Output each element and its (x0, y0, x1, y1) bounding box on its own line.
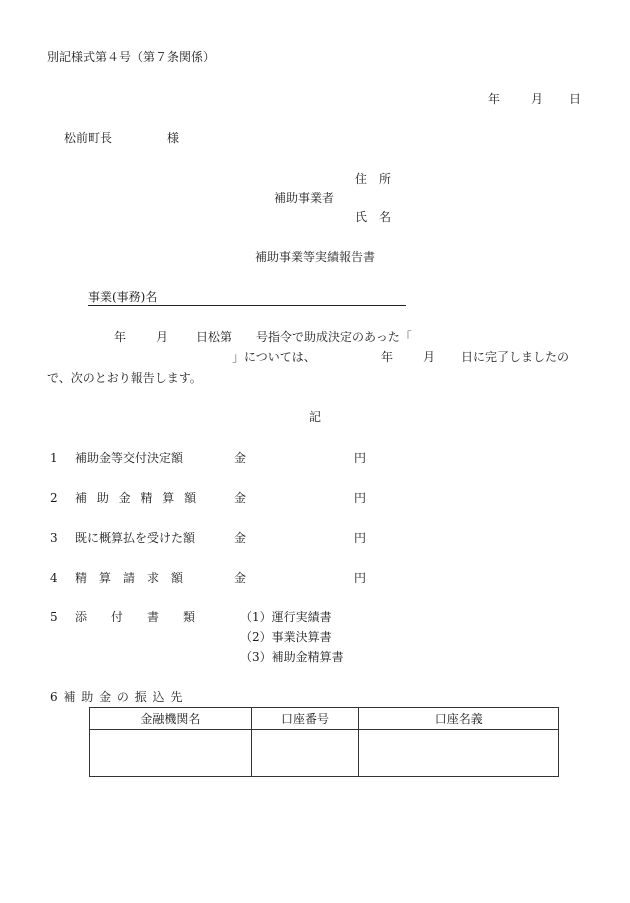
item-number: 1 (50, 451, 58, 465)
item-amount-prefix: 金 (234, 451, 247, 465)
bank-table-entry-row (90, 730, 559, 777)
body-line2-year: 年 (381, 350, 394, 364)
transfer-heading: 6 補 助 金 の 振 込 先 (50, 690, 184, 704)
item-amount-unit: 円 (354, 531, 367, 545)
attachment-item: （1）運行実績書 (240, 610, 332, 624)
item-amount-prefix: 金 (234, 491, 247, 505)
addressee-name: 松前町長 (64, 131, 113, 145)
bank-account-table (89, 707, 559, 777)
item-amount-unit: 円 (354, 491, 367, 505)
body-line1-year: 年 (114, 330, 127, 344)
attachments-number: 5 (50, 610, 58, 624)
body-line3-text: で、次のとおり報告します。 (47, 371, 202, 385)
date-year-label: 年 (488, 92, 501, 106)
attachment-item: （3）補助金精算書 (240, 650, 344, 664)
item-number: 2 (50, 491, 58, 505)
item-amount-unit: 円 (354, 571, 367, 585)
column-header-bank-name: 金融機関名 (90, 708, 252, 730)
attachment-item: （2）事業決算書 (240, 630, 332, 644)
item-label: 補 助 金 精 算 額 (75, 491, 200, 505)
column-header-account-number: 口座番号 (251, 708, 359, 730)
body-line2-end: 日に完了しましたの (461, 350, 570, 364)
bank-table-header-row (90, 708, 559, 730)
project-name-label: 事業(事務)名 (88, 290, 158, 304)
applicant-name-label: 氏 名 (355, 210, 392, 224)
bank-name-cell[interactable] (90, 730, 252, 777)
item-label: 精 算 請 求 額 (75, 571, 184, 585)
item-label: 既に概算払を受けた額 (75, 531, 196, 545)
document-title: 補助事業等実績報告書 (254, 250, 375, 264)
body-line2-text: 」については、 (232, 350, 316, 364)
body-line2-month: 月 (423, 350, 436, 364)
applicant-role-label: 補助事業者 (274, 191, 335, 205)
attachments-label: 添 付 書 類 (75, 610, 196, 624)
project-name-field (88, 290, 406, 306)
item-number: 4 (50, 571, 58, 585)
date-day-label: 日 (569, 92, 582, 106)
account-number-cell[interactable] (251, 730, 359, 777)
date-month-label: 月 (531, 92, 544, 106)
ki-label: 記 (308, 410, 321, 424)
item-amount-prefix: 金 (234, 531, 247, 545)
item-number: 3 (50, 531, 58, 545)
form-number: 別記様式第４号（第７条関係） (47, 50, 216, 64)
body-line1-text: 日松第 号指令で助成決定のあった「 (196, 330, 412, 344)
item-amount-unit: 円 (354, 451, 367, 465)
column-header-account-holder: 口座名義 (359, 708, 559, 730)
addressee-honorific: 様 (167, 131, 180, 145)
body-line1-month: 月 (156, 330, 169, 344)
item-amount-prefix: 金 (234, 571, 247, 585)
applicant-address-label: 住 所 (355, 172, 392, 186)
item-label: 補助金等交付決定額 (75, 451, 184, 465)
account-holder-cell[interactable] (359, 730, 559, 777)
